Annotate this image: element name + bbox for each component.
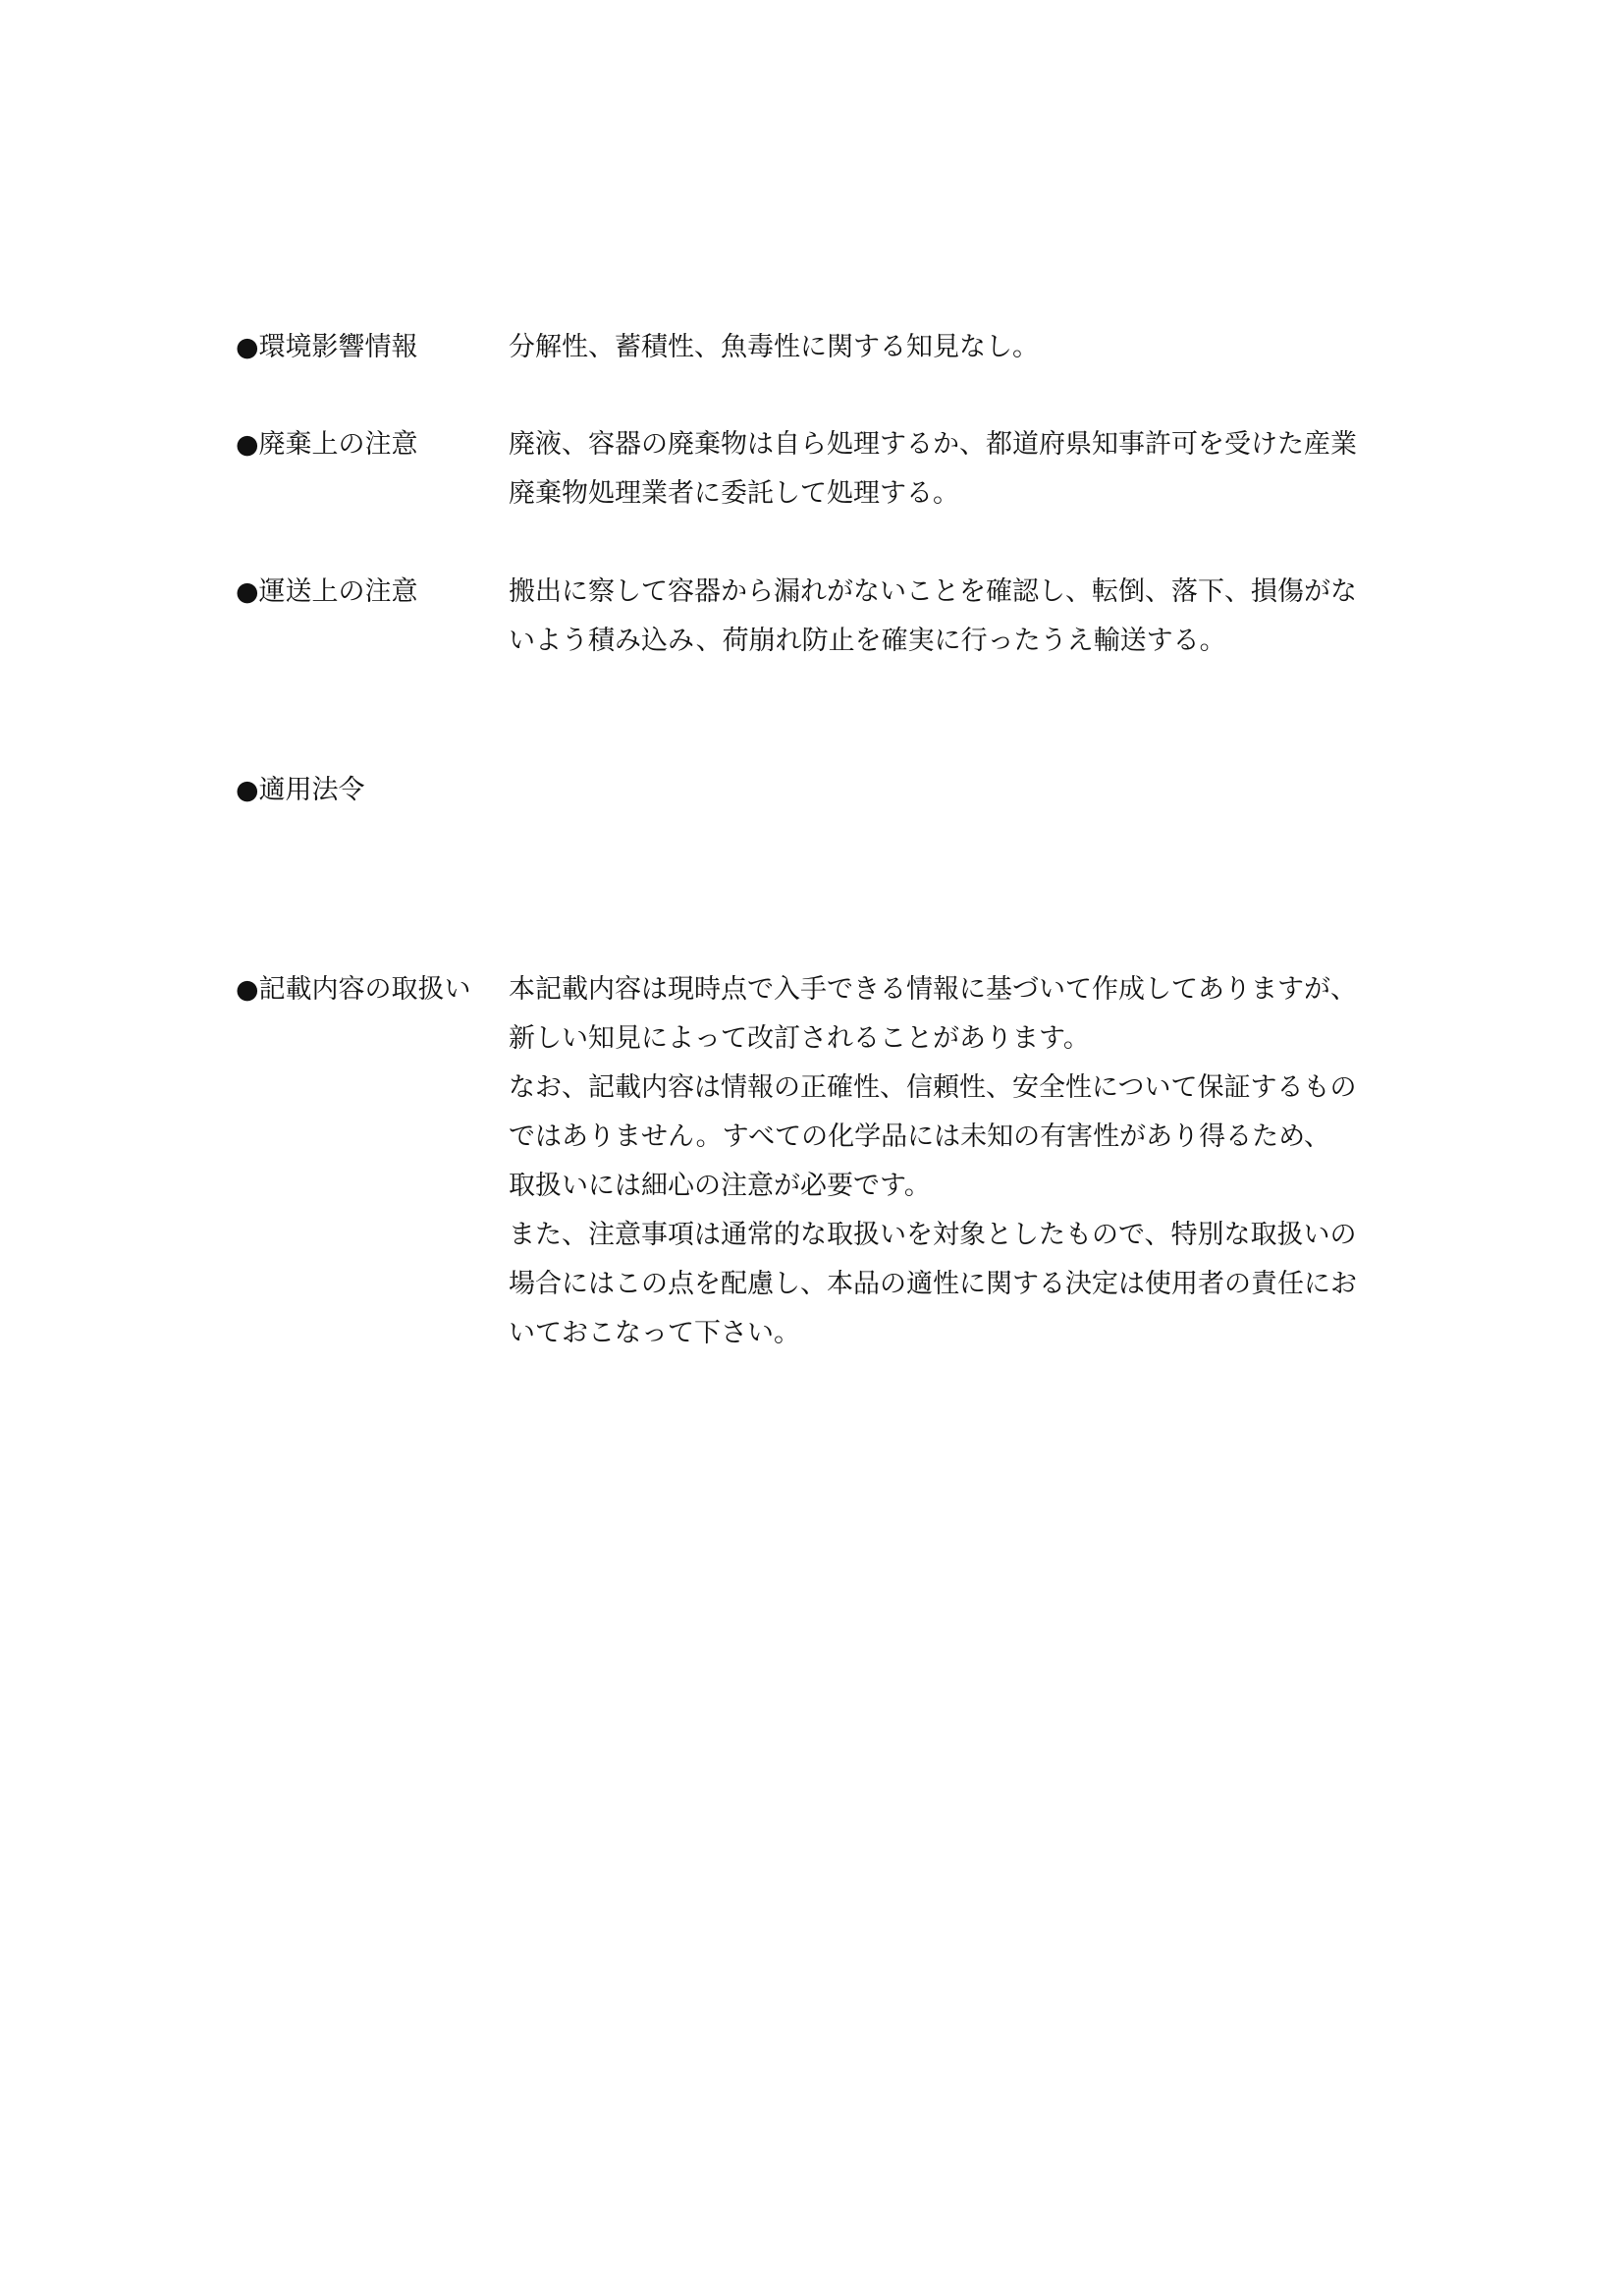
section-body [509,568,1392,666]
body-line: 廃液、容器の廃棄物は自ら処理するか、都道府県知事許可を受けた産業 [509,429,1357,460]
section-heading: ●運送上の注意 [236,576,418,607]
body-line: また、注意事項は通常的な取扱いを対象としたもので、特別な取扱いの [509,1220,1357,1250]
body-line: 廃棄物処理業者に委託して処理する。 [509,478,959,509]
body-line: いよう積み込み、荷崩れ防止を確実に行ったうえ輸送する。 [509,626,1226,656]
body-line: 場合にはこの点を配慮し、本品の適性に関する決定は使用者の責任にお [509,1269,1357,1299]
body-line: ではありません。すべての化学品には未知の有害性があり得るため、 [509,1121,1330,1152]
section-heading: ●環境影響情報 [236,332,418,362]
section-heading: ●適用法令 [236,775,365,805]
section-body [509,420,1392,519]
body-line: 本記載内容は現時点で入手できる情報に基づいて作成してありますが、 [509,974,1357,1005]
body-line: 搬出に察して容器から漏れがないことを確認し、転倒、落下、損傷がな [509,576,1357,607]
body-line: 取扱いには細心の注意が必要です。 [509,1171,931,1201]
section-body [509,965,1392,1358]
body-line: 分解性、蓄積性、魚毒性に関する知見なし。 [509,332,1039,362]
body-line: なお、記載内容は情報の正確性、信頼性、安全性について保証するもの [509,1072,1357,1103]
section-heading: ●記載内容の取扱い [236,974,471,1005]
section-heading: ●廃棄上の注意 [236,429,418,460]
section-body [509,323,1392,372]
body-line: いておこなって下さい。 [509,1318,800,1348]
body-line: 新しい知見によって改訂されることがあります。 [509,1023,1090,1054]
